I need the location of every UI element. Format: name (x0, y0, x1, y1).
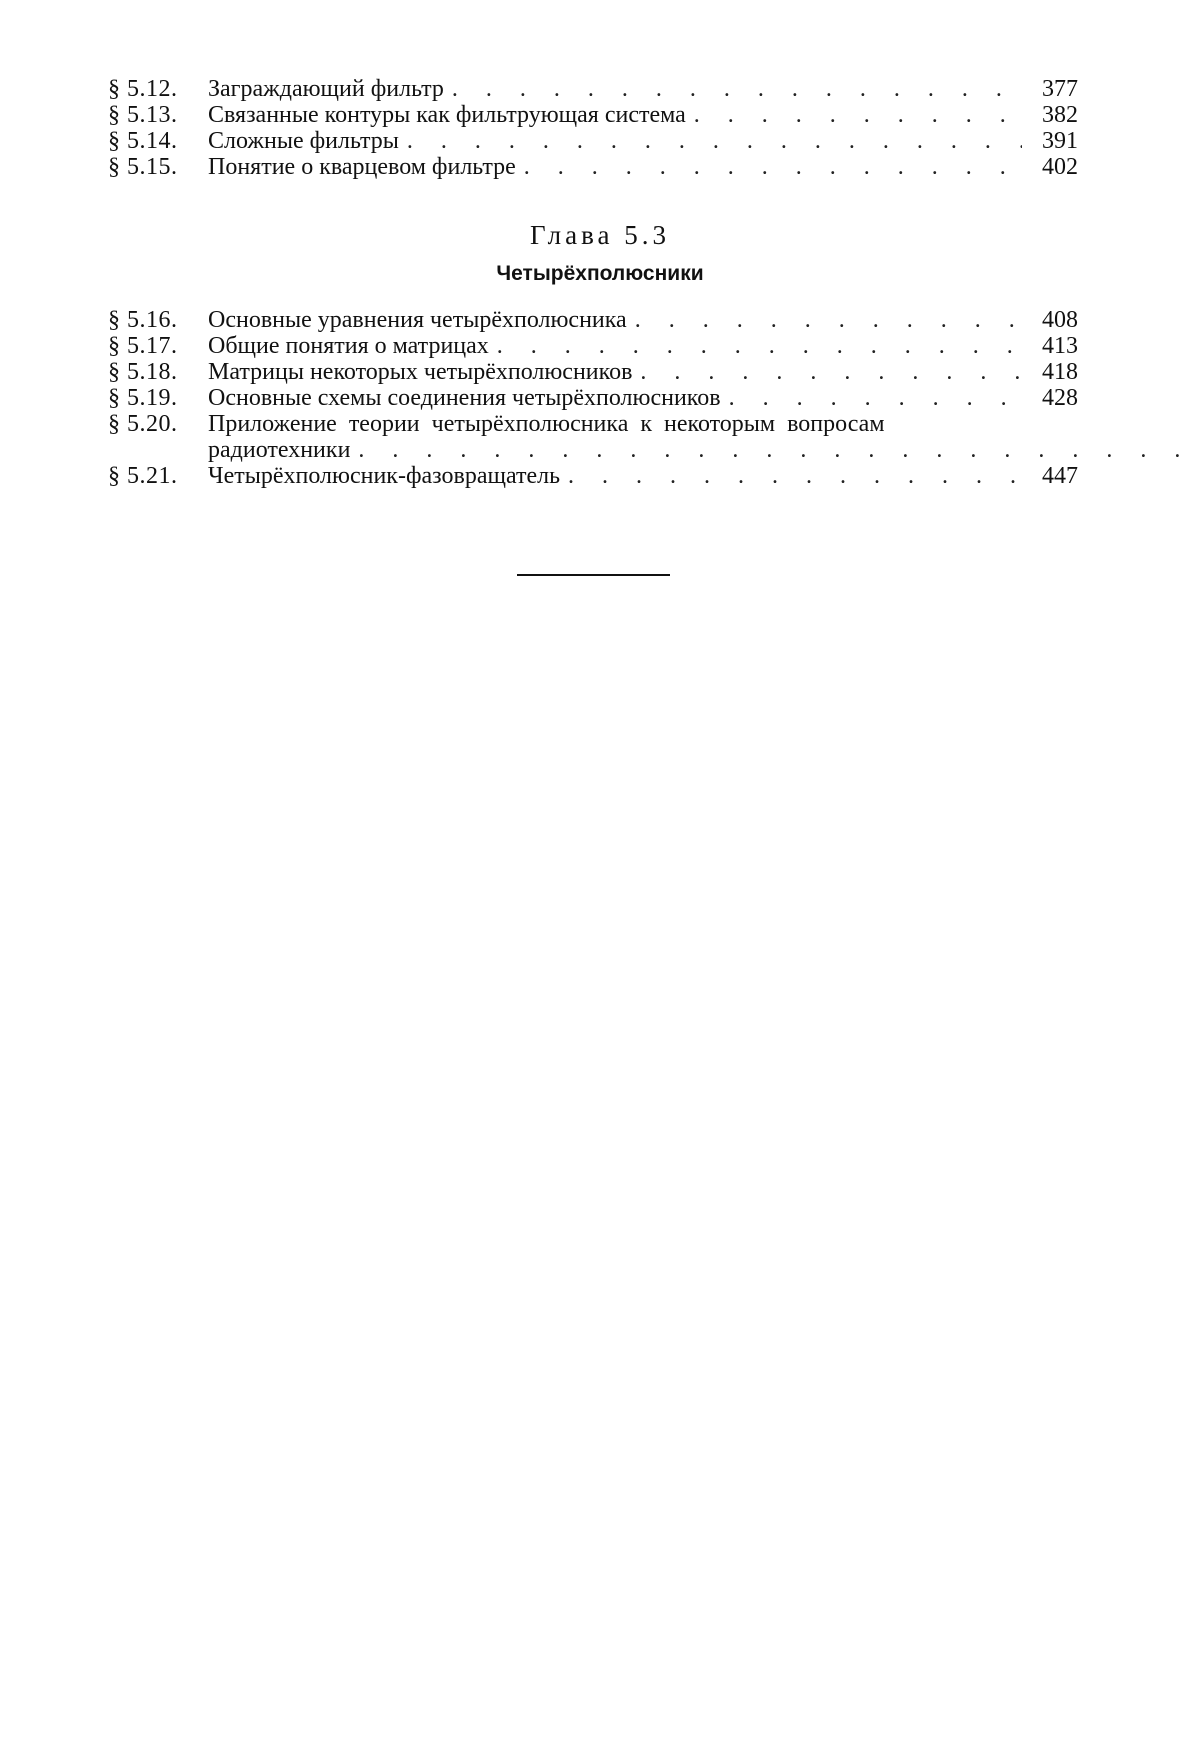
toc-page-number: 382 (1042, 102, 1078, 128)
toc-section-number: § 5.12. (108, 76, 178, 102)
leader-dots (729, 385, 1022, 411)
toc-entry-title: Сложные фильтры (208, 128, 399, 154)
toc-page-number: 418 (1042, 359, 1078, 385)
toc-page-number: 428 (1042, 385, 1078, 411)
toc-page-number: 447 (1042, 463, 1078, 489)
toc-section-number: § 5.17. (108, 333, 178, 359)
toc-section-number: § 5.16. (108, 307, 178, 333)
toc-entry-title: Основные схемы соединения четырёхполюсников (208, 385, 721, 411)
toc-entry (108, 463, 1078, 489)
leader-dots (694, 102, 1022, 128)
toc-page-number: 377 (1042, 76, 1078, 102)
toc-entry (108, 102, 1078, 128)
leader-dots (568, 463, 1022, 489)
toc-page-number: 402 (1042, 154, 1078, 180)
toc-entry (108, 76, 1078, 102)
toc-section-number: § 5.14. (108, 128, 178, 154)
end-rule-divider (517, 574, 670, 576)
toc-entry-title: Заграждающий фильтр (208, 76, 444, 102)
toc-section-top (108, 76, 1078, 180)
toc-entry-body (208, 411, 1200, 463)
toc-entry-title: Матрицы некоторых четырёхполюсников (208, 359, 633, 385)
chapter-label: Глава 5.3 (530, 220, 670, 250)
toc-section-number: § 5.19. (108, 385, 178, 411)
toc-entry-title: Основные уравнения четырёхполюсника (208, 307, 627, 333)
toc-section-number: § 5.15. (108, 154, 178, 180)
leader-dots (358, 437, 1200, 463)
toc-page-number: 413 (1042, 333, 1078, 359)
toc-entry-title: Связанные контуры как фильтрующая система (208, 102, 686, 128)
toc-entry (108, 359, 1078, 385)
toc-entry (108, 333, 1078, 359)
toc-entry (108, 385, 1078, 411)
toc-entry-title-line2: радиотехники (208, 437, 351, 463)
toc-page-number: 408 (1042, 307, 1078, 333)
toc-page-number: 391 (1042, 128, 1078, 154)
toc-entry (108, 128, 1078, 154)
leader-dots (407, 128, 1022, 154)
leader-dots (640, 359, 1022, 385)
leader-dots (452, 76, 1022, 102)
toc-section-number: § 5.20. (108, 411, 178, 437)
toc-entry-title: Общие понятия о матрицах (208, 333, 489, 359)
toc-entry-line2 (208, 437, 1200, 463)
toc-entry (108, 154, 1078, 180)
leader-dots (524, 154, 1022, 180)
leader-dots (497, 333, 1022, 359)
toc-entry-multiline (108, 411, 1078, 463)
leader-dots (635, 307, 1022, 333)
toc-section-bottom (108, 307, 1078, 489)
toc-entry (108, 307, 1078, 333)
toc-section-number: § 5.21. (108, 463, 178, 489)
toc-entry-title: Понятие о кварцевом фильтре (208, 154, 516, 180)
chapter-title: Четырёхполюсники (496, 262, 704, 285)
toc-entry-title-line1: Приложение теории четырёхполюсника к некоторым вопросам (208, 411, 885, 437)
toc-entry-title: Четырёхполюсник-фазовращатель (208, 463, 561, 489)
toc-section-number: § 5.18. (108, 359, 178, 385)
toc-section-number: § 5.13. (108, 102, 178, 128)
